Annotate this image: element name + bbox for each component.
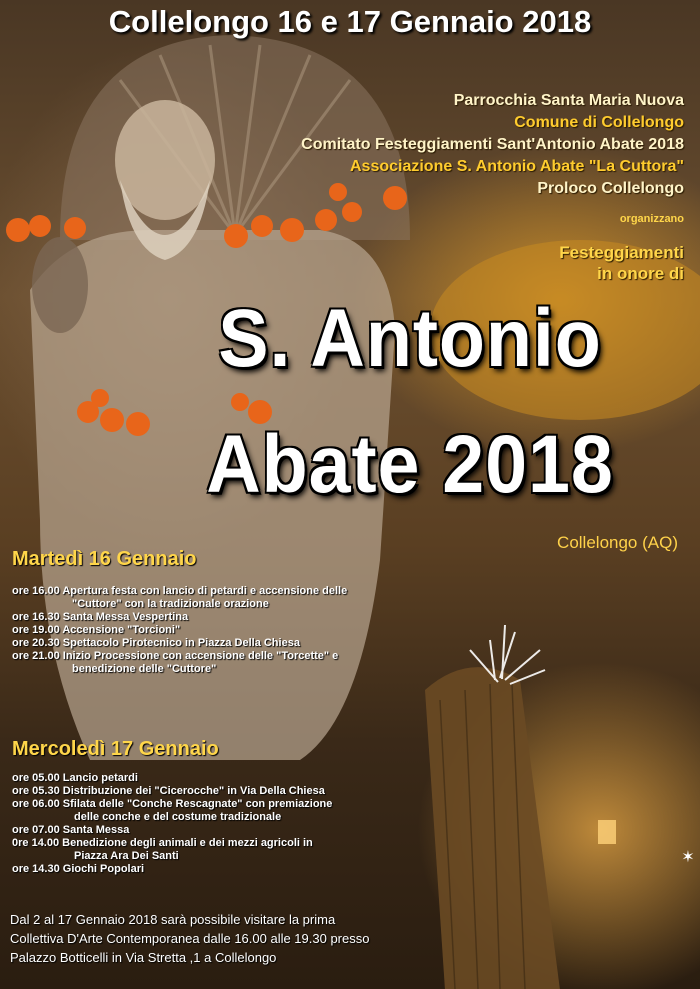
day2-heading: Mercoledì 17 Gennaio <box>12 738 219 760</box>
organizer-parrocchia: Parrocchia Santa Maria Nuova <box>453 92 684 109</box>
organizer-proloco: Proloco Collelongo <box>537 180 684 197</box>
statue-hand <box>32 237 88 333</box>
day1-schedule <box>12 585 347 676</box>
schedule-row: ore 16.00 Apertura festa con lancio di petardi e accensione delle <box>12 585 348 597</box>
day1-heading: Martedì 16 Gennaio <box>12 548 197 570</box>
footer-line1: Dal 2 al 17 Gennaio 2018 sarà possibile visitare la prima <box>10 912 336 927</box>
schedule-row: ore 19.00 Accensione "Torcioni" <box>12 624 181 636</box>
schedule-row: ore 07.00 Santa Messa <box>12 824 130 836</box>
schedule-row: ore 14.30 Giochi Popolari <box>12 863 145 875</box>
schedule-row: ore 20.30 Spettacolo Pirotecnico in Piazza Della Chiesa <box>12 637 300 649</box>
schedule-row-continuation: delle conche e del costume tradizionale <box>74 811 282 823</box>
footer-line2: Collettiva D'Arte Contemporanea dalle 16.00 alle 19.30 presso <box>10 931 370 946</box>
schedule-row: ore 21.00 Inizio Processione con accensione delle "Torcette" e <box>12 650 339 662</box>
schedule-row: ore 06.00 Sfilata delle "Conche Rescagnate" con premiazione <box>12 798 333 810</box>
in-onore-label: in onore di <box>597 264 684 283</box>
festeggiamenti-label: Festeggiamenti <box>559 243 684 262</box>
torch-pile <box>425 667 560 989</box>
schedule-row-continuation: Piazza Ara Dei Santi <box>74 850 179 862</box>
organizer-comitato: Comitato Festeggiamenti Sant'Antonio Abate 2018 <box>301 136 684 153</box>
organizzano-label: organizzano <box>619 213 684 225</box>
event-name-line2: Abate 2018 <box>206 419 614 510</box>
window-light <box>598 820 616 844</box>
poster-title: Collelongo 16 e 17 Gennaio 2018 <box>108 4 592 39</box>
schedule-row-continuation: "Cuttore" con la tradizionale orazione <box>72 598 269 610</box>
schedule-row-continuation: benedizione delle "Cuttore" <box>72 663 217 675</box>
event-place: Collelongo (AQ) <box>557 533 678 552</box>
footer-line3: Palazzo Botticelli in Via Stretta ,1 a Collelongo <box>10 950 277 965</box>
schedule-row: ore 05.00 Lancio petardi <box>12 772 138 784</box>
organizer-associazione: Associazione S. Antonio Abate "La Cuttora" <box>349 158 684 175</box>
day2-schedule <box>12 772 332 876</box>
event-name-line1: S. Antonio <box>218 293 602 384</box>
schedule-row: ore 05.30 Distribuzione dei "Cicerocche" in Via Della Chiesa <box>12 785 325 797</box>
schedule-row: 0re 14.00 Benedizione degli animali e dei mezzi agricoli in <box>12 837 313 849</box>
schedule-row: ore 16.30 Santa Messa Vespertina <box>12 611 189 623</box>
star-icon: ✶ <box>681 849 695 866</box>
organizer-comune: Comune di Collelongo <box>514 114 684 131</box>
